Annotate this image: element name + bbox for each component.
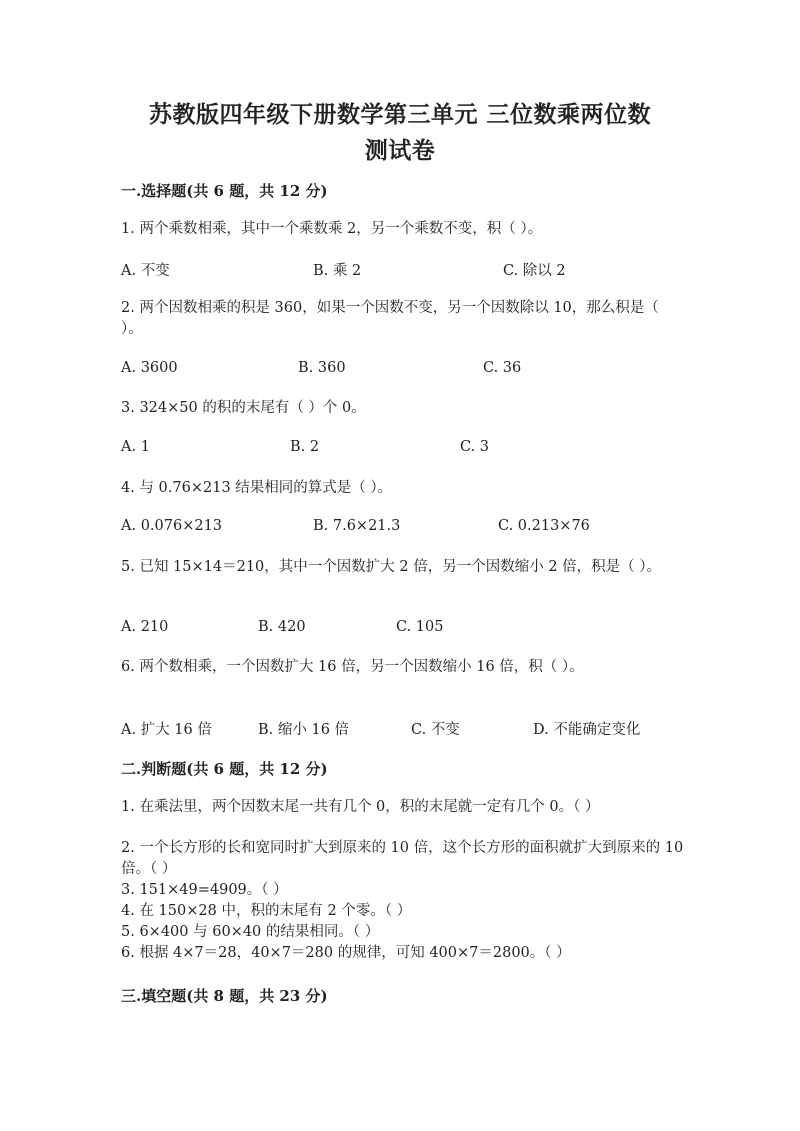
choice-4-option-a: A. 0.076×213 bbox=[121, 518, 223, 534]
choice-3-option-b: B. 2 bbox=[290, 439, 320, 455]
choice-2-option-a: A. 3600 bbox=[121, 360, 178, 376]
choice-question-2: 2. 两个因数相乘的积是 360，如果一个因数不变，另一个因数除以 10，那么积是（ ）。 bbox=[121, 300, 659, 337]
choice-3-option-c: C. 3 bbox=[460, 439, 490, 455]
judge-question-4: 4. 在 150×28 中，积的末尾有 2 个零。（ ） bbox=[121, 903, 412, 919]
choice-6-option-b: B. 缩小 16 倍 bbox=[258, 722, 350, 738]
choice-5-option-a: A. 210 bbox=[121, 619, 169, 635]
choice-5-option-c: C. 105 bbox=[396, 619, 444, 635]
choice-3-option-a: A. 1 bbox=[121, 439, 150, 455]
choice-question-1: 1. 两个乘数相乘，其中一个乘数乘 2，另一个乘数不变，积（ ）。 bbox=[121, 221, 543, 237]
page-title-line2: 测试卷 bbox=[364, 137, 436, 164]
choice-4-option-c: C. 0.213×76 bbox=[498, 518, 590, 534]
choice-1-option-c: C. 除以 2 bbox=[503, 263, 566, 279]
judge-question-6: 6. 根据 4×7＝28，40×7＝280 的规律，可知 400×7＝2800。（ ） bbox=[121, 945, 571, 961]
choice-question-5: 5. 已知 15×14＝210，其中一个因数扩大 2 倍，另一个因数缩小 2 倍，积是（ ）。 bbox=[121, 559, 662, 575]
choice-question-4: 4. 与 0.76×213 结果相同的算式是（ ）。 bbox=[121, 480, 393, 496]
choice-6-option-d: D. 不能确定变化 bbox=[533, 722, 641, 738]
judge-question-3: 3. 151×49=4909。（ ） bbox=[121, 882, 288, 898]
choice-question-3: 3. 324×50 的积的末尾有（ ）个 0。 bbox=[121, 400, 366, 416]
section-heading-judge: 二.判断题(共 6 题，共 12 分) bbox=[121, 760, 328, 778]
choice-6-option-c: C. 不变 bbox=[411, 722, 460, 738]
judge-question-1: 1. 在乘法里，两个因数末尾一共有几个 0，积的末尾就一定有几个 0。（ ） bbox=[121, 799, 600, 815]
section-heading-choice: 一.选择题(共 6 题，共 12 分) bbox=[121, 182, 328, 200]
choice-1-option-b: B. 乘 2 bbox=[313, 263, 362, 279]
judge-question-5: 5. 6×400 与 60×40 的结果相同。（ ） bbox=[121, 924, 380, 940]
judge-question-2: 2. 一个长方形的长和宽同时扩大到原来的 10 倍，这个长方形的面积就扩大到原来的 10 倍。（ ） bbox=[121, 840, 684, 877]
choice-5-option-b: B. 420 bbox=[258, 619, 306, 635]
choice-1-option-a: A. 不变 bbox=[121, 263, 170, 279]
choice-6-option-a: A. 扩大 16 倍 bbox=[121, 722, 212, 738]
page-title-line1: 苏教版四年级下册数学第三单元 三位数乘两位数 bbox=[148, 101, 651, 128]
section-heading-fill: 三.填空题(共 8 题，共 23 分) bbox=[121, 987, 328, 1005]
choice-2-option-c: C. 36 bbox=[483, 360, 522, 376]
choice-4-option-b: B. 7.6×21.3 bbox=[313, 518, 401, 534]
choice-question-6: 6. 两个数相乘，一个因数扩大 16 倍，另一个因数缩小 16 倍，积（ ）。 bbox=[121, 659, 584, 675]
choice-2-option-b: B. 360 bbox=[298, 360, 346, 376]
